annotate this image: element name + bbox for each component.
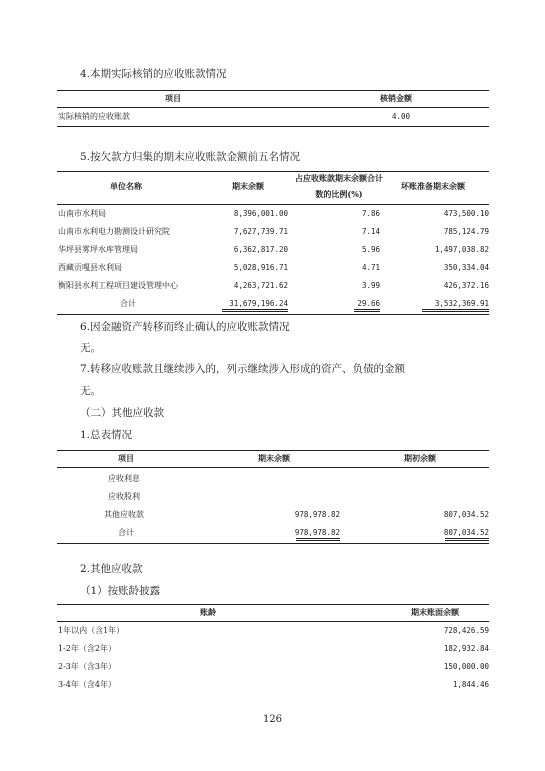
aging-row-label: 1年以内（含1年） [58,626,125,635]
summary-top-rule [57,450,489,451]
total-underline [354,309,380,310]
table5-row-balance: 5,028,916.71 [233,263,288,272]
aging-row-amount: 182,932.84 [443,644,489,653]
aging-heading: （1）按账龄披露 [80,585,161,597]
section-6-heading: 6.因金融资产转移而终止确认的应收账款情况 [80,321,290,333]
summary-total-label: 合计 [118,528,134,537]
section-2-heading: 2.其他应收款 [80,563,143,575]
total-underline [354,311,380,312]
table5-row-bad-debt: 1,497,038.82 [434,245,489,254]
table5-total-balance: 31,679,196.24 [229,299,288,308]
table4-row-amount: 4.00 [391,112,410,121]
total-underline [222,311,288,312]
summary-row-label: 应收股利 [108,492,140,501]
total-underline [422,309,489,310]
summary-header-end: 期末余额 [258,453,290,463]
section-6-none: 无。 [80,342,101,354]
table5-total-ratio: 29.66 [357,299,380,308]
table5-header-ratio-line1: 占应收账款期末余额合计 [295,173,383,183]
total-underline [296,538,340,539]
table5-row-name: 山南市水利电力勘测设计研究院 [58,227,170,236]
table5-row-ratio: 5.96 [361,245,380,254]
table5-header-bad-debt: 坏账准备期末余额 [401,181,465,191]
summary-row-begin: 807,034.52 [443,510,489,519]
aging-row-label: 2-3年（含3年） [58,662,116,671]
table5-header-rule [57,204,489,205]
aging-top-rule [57,604,489,605]
table5-row-bad-debt: 473,500.10 [443,209,489,218]
table5-row-bad-debt: 350,334.04 [443,263,489,272]
summary-row-label: 应收利息 [108,474,140,483]
table5-row-ratio: 7.86 [361,209,380,218]
table4-top-rule [57,90,489,91]
aging-row-amount: 150,000.00 [443,662,489,671]
table4-header-rule [57,107,489,108]
total-underline [422,311,489,312]
table4-row-label: 实际核销的应收账款 [58,112,130,121]
summary-row-label: 其他应收款 [104,510,144,519]
section-5-heading: 5.按欠款方归集的期末应收账款金额前五名情况 [80,151,301,163]
aging-header-rule [57,621,489,622]
section-4-heading: 4.本期实际核销的应收账款情况 [80,68,227,80]
table5-row-bad-debt: 426,372.16 [443,281,489,290]
summary-total-begin: 807,034.52 [443,528,489,537]
table5-header-balance: 期末余额 [232,181,264,191]
table5-row-balance: 6,362,817.20 [233,245,288,254]
aging-header-amount: 期末账面余额 [411,607,459,617]
table5-header-unit: 单位名称 [110,181,142,191]
other-receivables-title: （二）其他应收款 [80,407,164,419]
aging-row-label: 3-4年（含4年） [58,680,116,689]
total-underline [296,540,340,541]
table5-header-ratio-line2: 数的比例(%) [315,189,363,199]
summary-heading: 1.总表情况 [80,429,133,441]
total-underline [445,538,489,539]
table5-row-name: 西藏贡嘎县水利局 [58,263,122,272]
page-number: 126 [262,714,283,725]
table4-bottom-rule [57,126,489,127]
total-underline [222,309,288,310]
aging-row-amount: 728,426.59 [443,626,489,635]
table5-row-ratio: 7.14 [361,227,380,236]
table5-row-bad-debt: 785,124.79 [443,227,489,236]
table5-row-balance: 8,396,001.00 [233,209,288,218]
table5-top-rule [57,171,489,172]
section-7-none: 无。 [80,385,101,397]
aging-row-amount: 1,844.46 [452,680,489,689]
summary-header-begin: 期初余额 [404,453,436,463]
aging-header-age: 账龄 [200,607,216,617]
table5-row-ratio: 4.71 [361,263,380,272]
summary-bottom-rule [57,543,489,544]
table5-bottom-rule [57,314,489,315]
summary-header-item: 项目 [118,453,134,463]
table5-total-bad-debt: 3,532,369.91 [434,299,489,308]
table5-row-balance: 4,263,721.62 [233,281,288,290]
table5-row-ratio: 3.99 [361,281,380,290]
table5-row-name: 衡阳县水利工程项目建设管理中心 [58,281,178,290]
aging-row-label: 1-2年（含2年） [58,644,116,653]
table5-row-name: 山南市水利局 [58,209,106,218]
table5-row-balance: 7,627,739.71 [233,227,288,236]
summary-row-end: 978,978.82 [294,510,340,519]
table4-header-item: 项目 [165,93,181,103]
table5-row-name: 华坪县雾坪水库管理局 [58,245,138,254]
summary-total-end: 978,978.82 [294,528,340,537]
table4-header-amount: 核销金额 [380,93,412,103]
total-underline [445,540,489,541]
table5-total-label: 合计 [120,299,136,308]
section-7-heading: 7.转移应收账款且继续涉入的，列示继续涉入形成的资产、负债的金额 [80,363,406,375]
summary-header-rule [57,467,489,468]
